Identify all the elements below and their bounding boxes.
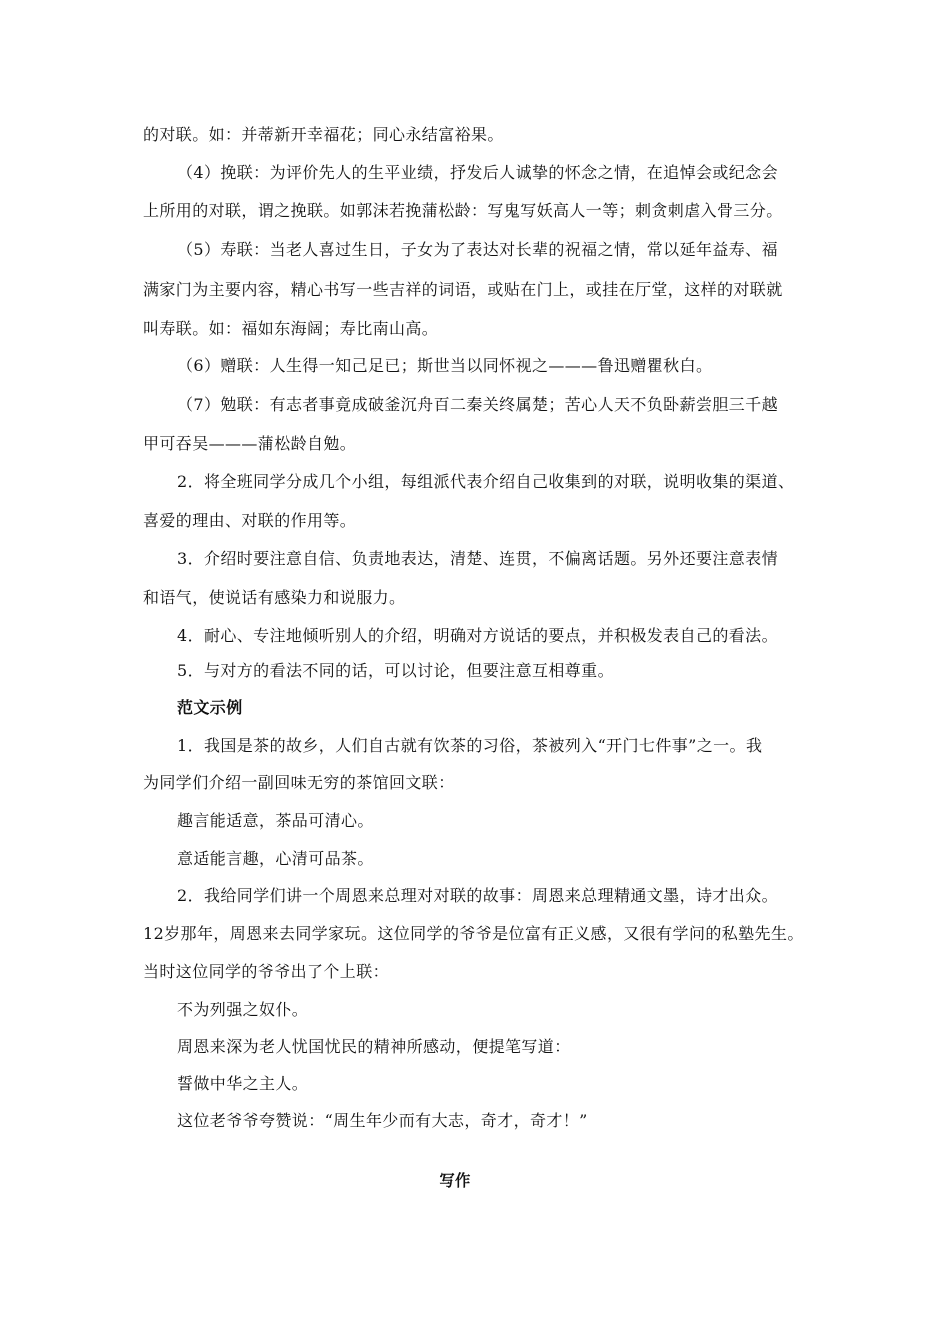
text-line: 的对联。如：并蒂新开幸福花；同心永结富裕果。 <box>143 125 504 144</box>
text-line: 4．耐心、专注地倾听别人的介绍，明确对方说话的要点，并积极发表自己的看法。 <box>177 626 778 645</box>
text-line: 这位老爷爷夸赞说：“周生年少而有大志，奇才，奇才！” <box>177 1111 588 1130</box>
text-line: 2．我给同学们讲一个周恩来总理对对联的故事：周恩来总理精通文墨，诗才出众。 <box>177 886 778 905</box>
text-line: 叫寿联。如：福如东海阔；寿比南山高。 <box>143 319 439 338</box>
text-line: 誓做中华之主人。 <box>177 1074 309 1093</box>
text-line: 不为列强之奴仆。 <box>177 1000 309 1019</box>
text-line: 3．介绍时要注意自信、负责地表达，清楚、连贯，不偏离话题。另外还要注意表情 <box>177 549 778 568</box>
text-line: 5．与对方的看法不同的话，可以讨论，但要注意互相尊重。 <box>177 661 614 680</box>
text-line: 2．将全班同学分成几个小组，每组派代表介绍自己收集到的对联，说明收集的渠道、 <box>177 472 795 491</box>
section-title: 写作 <box>439 1171 471 1190</box>
text-line: （6）赠联：人生得一知己足已；斯世当以同怀视之———鲁迅赠瞿秋白。 <box>177 356 713 375</box>
text-line: 为同学们介绍一副回味无穷的茶馆回文联： <box>143 773 455 792</box>
text-line: 上所用的对联，谓之挽联。如郭沫若挽蒲松龄：写鬼写妖高人一等；刺贪刺虐入骨三分。 <box>143 201 783 220</box>
text-line: （5）寿联：当老人喜过生日，子女为了表达对长辈的祝福之情，常以延年益寿、福 <box>177 240 778 259</box>
text-line: 满家门为主要内容，精心书写一些吉祥的词语，或贴在门上，或挂在厅堂，这样的对联就 <box>143 280 783 299</box>
text-line: 周恩来深为老人忧国忧民的精神所感动，便提笔写道： <box>177 1037 571 1056</box>
text-line: 趣言能适意，茶品可清心。 <box>177 811 374 830</box>
text-line: 和语气，使说话有感染力和说服力。 <box>143 588 406 607</box>
text-line: 当时这位同学的爷爷出了个上联： <box>143 962 390 981</box>
text-line: 意适能言趣，心清可品茶。 <box>177 849 374 868</box>
text-line: 12岁那年，周恩来去同学家玩。这位同学的爷爷是位富有正义感，又很有学问的私塾先生。 <box>143 924 804 943</box>
text-line: 甲可吞吴———蒲松龄自勉。 <box>143 434 357 453</box>
text-line: 喜爱的理由、对联的作用等。 <box>143 511 357 530</box>
text-line: （7）勉联：有志者事竟成破釜沉舟百二秦关终属楚；苦心人天不负卧薪尝胆三千越 <box>177 395 778 414</box>
section-heading: 范文示例 <box>177 698 243 717</box>
text-line: 1．我国是茶的故乡，人们自古就有饮茶的习俗，茶被列入“开门七件事”之一。我 <box>177 736 763 755</box>
text-line: （4）挽联：为评价先人的生平业绩，抒发后人诚挚的怀念之情，在追悼会或纪念会 <box>177 163 778 182</box>
